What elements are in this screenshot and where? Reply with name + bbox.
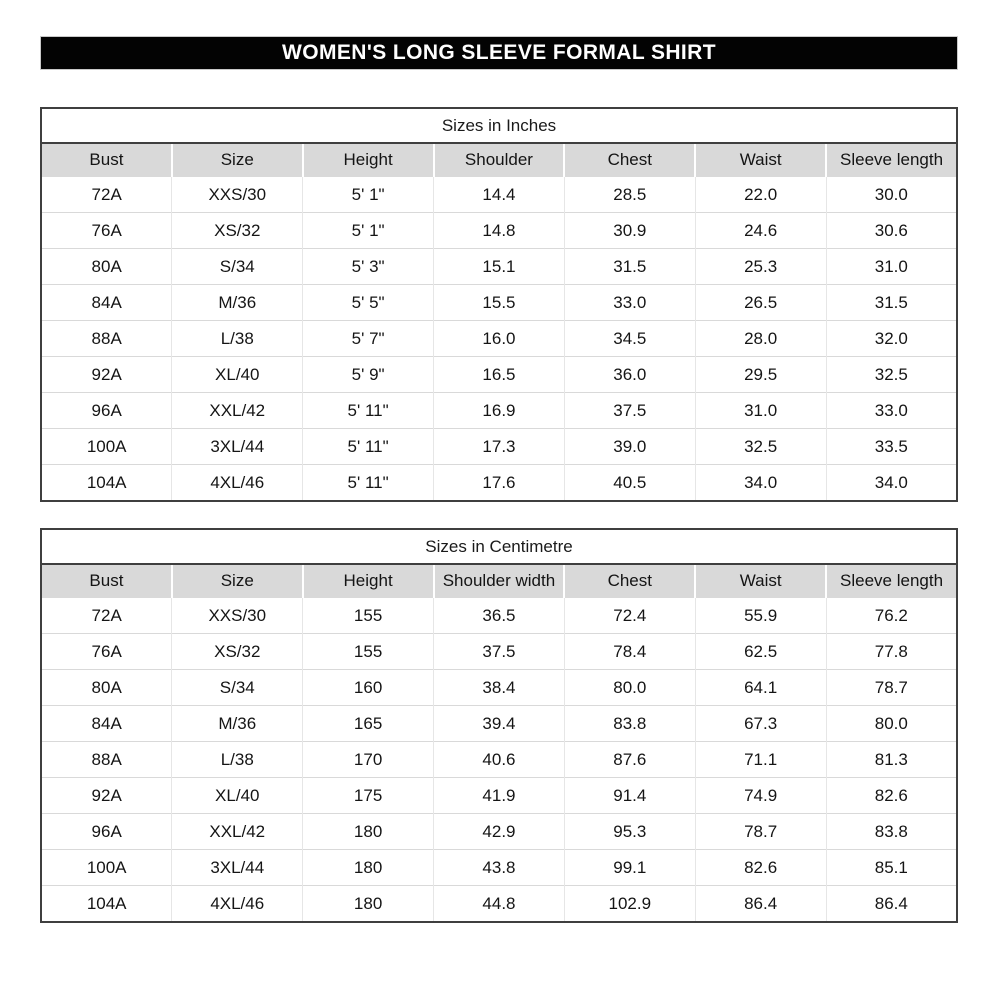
table-row — [41, 670, 957, 706]
column-header: Height — [303, 564, 434, 598]
table-row — [41, 429, 957, 465]
table-row — [41, 598, 957, 634]
table-cell: 104A — [41, 465, 172, 502]
column-header-row — [41, 143, 957, 177]
table-row — [41, 742, 957, 778]
table-cell: 44.8 — [434, 886, 565, 923]
table-cell: 30.9 — [564, 213, 695, 249]
inches-table-body — [41, 177, 957, 502]
column-header: Size — [172, 143, 303, 177]
table-cell: 92A — [41, 778, 172, 814]
table-title: Sizes in Centimetre — [41, 529, 957, 564]
table-cell: 155 — [303, 598, 434, 634]
table-cell: 81.3 — [826, 742, 957, 778]
table-cell: XL/40 — [172, 778, 303, 814]
table-cell: 88A — [41, 321, 172, 357]
table-cell: 92A — [41, 357, 172, 393]
table-cell: XL/40 — [172, 357, 303, 393]
table-cell: 31.5 — [826, 285, 957, 321]
table-cell: 180 — [303, 850, 434, 886]
table-cell: XS/32 — [172, 213, 303, 249]
table-cell: 4XL/46 — [172, 886, 303, 923]
column-header: Bust — [41, 143, 172, 177]
table-row — [41, 321, 957, 357]
table-cell: 83.8 — [826, 814, 957, 850]
table-cell: 4XL/46 — [172, 465, 303, 502]
table-cell: 180 — [303, 886, 434, 923]
table-cell: 155 — [303, 634, 434, 670]
table-cell: 77.8 — [826, 634, 957, 670]
table-cell: S/34 — [172, 670, 303, 706]
table-cell: 30.0 — [826, 177, 957, 213]
table-cell: 5' 1" — [303, 213, 434, 249]
column-header: Size — [172, 564, 303, 598]
table-cell: 15.5 — [434, 285, 565, 321]
table-cell: 5' 11" — [303, 465, 434, 502]
table-cell: 29.5 — [695, 357, 826, 393]
table-row — [41, 465, 957, 502]
table-row — [41, 886, 957, 923]
table-cell: 180 — [303, 814, 434, 850]
table-cell: 76.2 — [826, 598, 957, 634]
table-cell: 100A — [41, 429, 172, 465]
column-header: Chest — [564, 143, 695, 177]
table-cell: 96A — [41, 814, 172, 850]
table-cell: 16.5 — [434, 357, 565, 393]
table-cell: 14.8 — [434, 213, 565, 249]
table-cell: 32.0 — [826, 321, 957, 357]
table-cell: 64.1 — [695, 670, 826, 706]
table-title-row — [41, 529, 957, 564]
table-cell: 170 — [303, 742, 434, 778]
column-header: Sleeve length — [826, 143, 957, 177]
table-cell: 71.1 — [695, 742, 826, 778]
table-cell: 84A — [41, 285, 172, 321]
table-cell: 31.0 — [826, 249, 957, 285]
table-cell: 72.4 — [564, 598, 695, 634]
table-cell: 99.1 — [564, 850, 695, 886]
table-cell: 72A — [41, 598, 172, 634]
column-header: Shoulder — [434, 143, 565, 177]
table-row — [41, 814, 957, 850]
table-cell: 33.0 — [826, 393, 957, 429]
table-cell: 17.6 — [434, 465, 565, 502]
table-cell: 5' 7" — [303, 321, 434, 357]
table-cell: 74.9 — [695, 778, 826, 814]
table-cell: 86.4 — [826, 886, 957, 923]
table-cell: L/38 — [172, 742, 303, 778]
table-cell: 80.0 — [826, 706, 957, 742]
table-cell: 76A — [41, 213, 172, 249]
table-cell: 43.8 — [434, 850, 565, 886]
table-row — [41, 634, 957, 670]
table-row — [41, 706, 957, 742]
table-row — [41, 249, 957, 285]
column-header: Waist — [695, 564, 826, 598]
inches-table-grid — [40, 107, 958, 502]
table-cell: 72A — [41, 177, 172, 213]
table-cell: 80A — [41, 249, 172, 285]
table-cell: 42.9 — [434, 814, 565, 850]
table-cell: 62.5 — [695, 634, 826, 670]
table-cell: 3XL/44 — [172, 429, 303, 465]
table-cell: 78.7 — [826, 670, 957, 706]
table-row — [41, 850, 957, 886]
table-row — [41, 285, 957, 321]
table-row — [41, 393, 957, 429]
table-cell: 16.0 — [434, 321, 565, 357]
table-cell: 34.0 — [826, 465, 957, 502]
column-header: Bust — [41, 564, 172, 598]
table-cell: 17.3 — [434, 429, 565, 465]
table-cell: 33.0 — [564, 285, 695, 321]
table-cell: XS/32 — [172, 634, 303, 670]
table-cell: 15.1 — [434, 249, 565, 285]
inches-table-head — [41, 108, 957, 177]
table-row — [41, 778, 957, 814]
table-cell: 55.9 — [695, 598, 826, 634]
table-cell: 5' 1" — [303, 177, 434, 213]
column-header: Height — [303, 143, 434, 177]
table-row — [41, 177, 957, 213]
table-cell: 31.0 — [695, 393, 826, 429]
table-cell: 36.0 — [564, 357, 695, 393]
table-cell: 39.0 — [564, 429, 695, 465]
table-cell: 104A — [41, 886, 172, 923]
table-cell: 32.5 — [695, 429, 826, 465]
table-cell: 76A — [41, 634, 172, 670]
page-title-bar — [40, 36, 958, 70]
table-cell: 88A — [41, 742, 172, 778]
table-title-row — [41, 108, 957, 143]
page-title: WOMEN'S LONG SLEEVE FORMAL SHIRT — [282, 41, 716, 64]
table-cell: 80.0 — [564, 670, 695, 706]
table-cell: 37.5 — [564, 393, 695, 429]
table-cell: 78.7 — [695, 814, 826, 850]
table-cell: 5' 11" — [303, 429, 434, 465]
column-header-row — [41, 564, 957, 598]
table-cell: 37.5 — [434, 634, 565, 670]
table-cell: 87.6 — [564, 742, 695, 778]
table-cell: 31.5 — [564, 249, 695, 285]
table-cell: M/36 — [172, 706, 303, 742]
table-cell: 22.0 — [695, 177, 826, 213]
table-cell: S/34 — [172, 249, 303, 285]
table-cell: 38.4 — [434, 670, 565, 706]
table-cell: 32.5 — [826, 357, 957, 393]
table-title: Sizes in Inches — [41, 108, 957, 143]
table-cell: 5' 9" — [303, 357, 434, 393]
table-cell: 91.4 — [564, 778, 695, 814]
table-cell: 102.9 — [564, 886, 695, 923]
table-cell: 5' 3" — [303, 249, 434, 285]
table-cell: 67.3 — [695, 706, 826, 742]
table-cell: 28.0 — [695, 321, 826, 357]
table-cell: 34.5 — [564, 321, 695, 357]
table-row — [41, 213, 957, 249]
table-cell: 5' 11" — [303, 393, 434, 429]
table-cell: 78.4 — [564, 634, 695, 670]
table-cell: 30.6 — [826, 213, 957, 249]
table-cell: 33.5 — [826, 429, 957, 465]
centimetre-table-body — [41, 598, 957, 923]
table-cell: 175 — [303, 778, 434, 814]
table-cell: 160 — [303, 670, 434, 706]
table-cell: 41.9 — [434, 778, 565, 814]
table-cell: XXL/42 — [172, 393, 303, 429]
table-cell: 86.4 — [695, 886, 826, 923]
table-cell: 85.1 — [826, 850, 957, 886]
table-cell: 100A — [41, 850, 172, 886]
column-header: Shoulder width — [434, 564, 565, 598]
table-cell: 95.3 — [564, 814, 695, 850]
table-cell: M/36 — [172, 285, 303, 321]
table-cell: 25.3 — [695, 249, 826, 285]
column-header: Waist — [695, 143, 826, 177]
table-cell: XXL/42 — [172, 814, 303, 850]
table-cell: XXS/30 — [172, 177, 303, 213]
sizes-in-centimetre-table — [40, 528, 958, 923]
table-cell: 26.5 — [695, 285, 826, 321]
table-cell: 96A — [41, 393, 172, 429]
table-row — [41, 357, 957, 393]
column-header: Sleeve length — [826, 564, 957, 598]
table-cell: 24.6 — [695, 213, 826, 249]
sizes-in-inches-table — [40, 107, 958, 502]
centimetre-table-grid — [40, 528, 958, 923]
table-cell: L/38 — [172, 321, 303, 357]
table-cell: 83.8 — [564, 706, 695, 742]
table-cell: 3XL/44 — [172, 850, 303, 886]
table-cell: 82.6 — [826, 778, 957, 814]
table-cell: 34.0 — [695, 465, 826, 502]
table-cell: 40.5 — [564, 465, 695, 502]
table-cell: 39.4 — [434, 706, 565, 742]
table-cell: 84A — [41, 706, 172, 742]
table-cell: 5' 5" — [303, 285, 434, 321]
table-cell: 28.5 — [564, 177, 695, 213]
table-cell: 16.9 — [434, 393, 565, 429]
table-cell: 14.4 — [434, 177, 565, 213]
column-header: Chest — [564, 564, 695, 598]
table-cell: 165 — [303, 706, 434, 742]
table-cell: 36.5 — [434, 598, 565, 634]
table-cell: XXS/30 — [172, 598, 303, 634]
table-cell: 40.6 — [434, 742, 565, 778]
table-cell: 80A — [41, 670, 172, 706]
table-cell: 82.6 — [695, 850, 826, 886]
centimetre-table-head — [41, 529, 957, 598]
